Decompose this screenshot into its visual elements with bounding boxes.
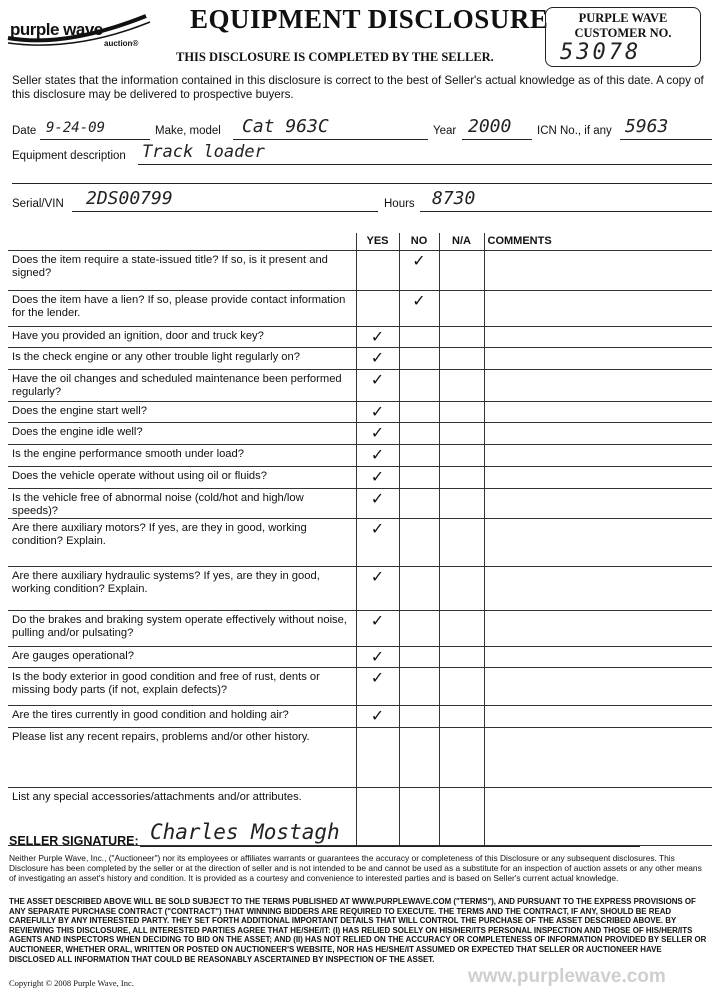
no-checkbox-cell[interactable]: [399, 705, 439, 727]
comments-cell[interactable]: [484, 610, 712, 646]
date-label: Date: [12, 125, 37, 137]
page-title: EQUIPMENT DISCLOSURE: [190, 4, 549, 34]
hours-underline: [420, 211, 712, 212]
watermark-text: www.purplewave.com: [468, 966, 666, 987]
question-text: Does the engine start well?: [8, 401, 356, 422]
comments-cell[interactable]: [484, 369, 712, 401]
make-model-underline: [233, 139, 428, 140]
question-text: Does the vehicle operate without using oil or fluids?: [8, 466, 356, 488]
make-model-label: Make, model: [155, 125, 221, 137]
logo-text: purple wave: [10, 20, 103, 39]
comments-cell[interactable]: [484, 466, 712, 488]
yes-checkbox-cell[interactable]: [356, 667, 399, 705]
check-mark: ✓: [412, 252, 426, 270]
question-text: List any special accessories/attachments and/or attributes.: [8, 787, 356, 845]
comments-cell[interactable]: [484, 646, 712, 667]
icn-underline: [620, 139, 712, 140]
no-checkbox-cell[interactable]: [399, 667, 439, 705]
table-header-row: [8, 233, 712, 250]
yes-checkbox-cell[interactable]: [356, 727, 399, 787]
na-checkbox-cell[interactable]: [439, 488, 484, 518]
na-checkbox-cell[interactable]: [439, 347, 484, 369]
no-checkbox-cell[interactable]: [399, 646, 439, 667]
na-checkbox-cell[interactable]: [439, 705, 484, 727]
check-mark: ✓: [370, 403, 385, 421]
no-checkbox-cell[interactable]: [399, 444, 439, 466]
yes-checkbox-cell[interactable]: [356, 401, 399, 422]
table-row: [8, 347, 712, 369]
customer-box-line2: CUSTOMER NO.: [574, 26, 672, 40]
comments-cell[interactable]: [484, 401, 712, 422]
check-mark: ✓: [370, 371, 385, 389]
icn-field[interactable]: 5963: [625, 116, 669, 137]
check-mark: ✓: [370, 669, 385, 687]
terms-text: THE ASSET DESCRIBED ABOVE WILL BE SOLD SUBJECT TO THE TERMS PUBLISHED AT WWW.PURPLEWAVE.COM ("TERMS"), AND PURSUANT TO THE EXPRESS PROVISIONS OF ANY SEPARATE PURCHASE CONTRACT ("CONTRACT") THAT WINNING BIDDERS ARE REQUIRED TO EXECUTE. THE TERMS AND THE CONTRACT, IF ANY, SHOULD BE READ CAREFULLY BY ANY INTERESTED PARTY. THEY SET FORTH ADDITIONAL IMPORTANT DETAILS THAT WILL CONTROL THE PURCHASE OF THE ASSET DESCRIBED ABOVE. BY REVIEWING THIS DISCLOSURE, ALL INTERESTED PARTIES AGREE THAT HE/SHE/IT: (I) HAS RELIED SOLELY ON HIS/HER/ITS PERSONAL INSPECTION AND THOSE OF HIS/HER/ITS AGENTS AND INSPECTORS WHEN DECIDING TO BID ON THE ASSET; AND (II) HAS NOT RELIED ON THE ACCURACY OR COMPLETENESS OF INFORMATION PROVIDED BY SELLER OR AUCTIONEER, WHETHER ORAL, WRITTEN OR POSTED ON AUCTIONEER'S WEBSITE, NOR HAS HE/SHE/IT ASSUMED OR EXPECTED THAT SELLER OR AUCTIONEER HAVE DISCLOSED ALL INFORMATION THAT COULD BE REASONABLY ASCERTAINED BY INSPECTION OF THE ASSET.: [9, 897, 707, 964]
yes-checkbox-cell[interactable]: [356, 369, 399, 401]
na-checkbox-cell[interactable]: [439, 646, 484, 667]
check-mark: ✓: [370, 612, 385, 630]
table-row: [8, 422, 712, 444]
na-checkbox-cell[interactable]: [439, 610, 484, 646]
na-checkbox-cell[interactable]: [439, 787, 484, 845]
year-field[interactable]: 2000: [468, 116, 512, 137]
question-text: Do the brakes and braking system operate effectively without noise, pulling and/or pulsating?: [8, 610, 356, 646]
check-mark: ✓: [370, 520, 385, 538]
year-label: Year: [433, 125, 457, 137]
make-model-field[interactable]: Cat 963C: [242, 116, 329, 137]
yes-header: YES: [356, 233, 399, 250]
table-row: [8, 369, 712, 401]
question-text: Is the body exterior in good condition and free of rust, dents or missing body parts (if not, explain defects)?: [8, 667, 356, 705]
comments-cell[interactable]: [484, 727, 712, 787]
signature-underline: [140, 846, 640, 847]
no-checkbox-cell[interactable]: [399, 250, 439, 290]
comments-cell[interactable]: [484, 326, 712, 347]
table-row: [8, 705, 712, 727]
no-checkbox-cell[interactable]: [399, 787, 439, 845]
year-underline: [462, 139, 532, 140]
question-text: Does the item have a lien? If so, please provide contact information for the lender.: [8, 290, 356, 326]
table-row: [8, 326, 712, 347]
na-header: N/A: [439, 233, 484, 250]
check-mark: ✓: [370, 468, 385, 486]
comments-cell[interactable]: [484, 422, 712, 444]
na-checkbox-cell[interactable]: [439, 518, 484, 566]
question-text: Are there auxiliary hydraulic systems? If yes, are they in good, working condition? Explain.: [8, 566, 356, 610]
table-row: [8, 250, 712, 290]
equipment-description-label: Equipment description: [12, 150, 126, 162]
no-header: NO: [399, 233, 439, 250]
comments-cell[interactable]: [484, 250, 712, 290]
yes-checkbox-cell[interactable]: [356, 566, 399, 610]
yes-checkbox-cell[interactable]: [356, 488, 399, 518]
no-checkbox-cell[interactable]: [399, 488, 439, 518]
no-checkbox-cell[interactable]: [399, 326, 439, 347]
disclaimer-text: Neither Purple Wave, Inc., ("Auctioneer") nor its employees or affiliates warrants or guarantees the accuracy or completeness of this Disclosure or any subsequent disclosures. This Disclosure has been completed by the seller or at the direction of seller and is not intended to be and cannot be used as a substitute for an inspection of auction assets or any other means of investigating an asset's history and condition. It is provided as a courtesy and convenience to interested parties and is based on Seller's current actual knowledge.: [9, 853, 702, 884]
no-checkbox-cell[interactable]: [399, 727, 439, 787]
table-row: [8, 466, 712, 488]
check-mark: ✓: [412, 292, 426, 310]
question-text: Are gauges operational?: [8, 646, 356, 667]
yes-checkbox-cell[interactable]: [356, 250, 399, 290]
comments-header: COMMENTS: [484, 233, 712, 250]
date-underline: [40, 139, 150, 140]
table-row: [8, 290, 712, 326]
hours-label: Hours: [384, 198, 415, 210]
comments-cell[interactable]: [484, 347, 712, 369]
table-row: [8, 566, 712, 610]
yes-checkbox-cell[interactable]: [356, 347, 399, 369]
comments-cell[interactable]: [484, 518, 712, 566]
na-checkbox-cell[interactable]: [439, 422, 484, 444]
logo-subtext: auction®: [104, 39, 139, 48]
table-row: [8, 518, 712, 566]
equipment-description-field[interactable]: Track loader: [142, 142, 265, 162]
na-checkbox-cell[interactable]: [439, 290, 484, 326]
table-row: [8, 646, 712, 667]
check-mark: ✓: [370, 707, 385, 725]
na-checkbox-cell[interactable]: [439, 566, 484, 610]
intro-text: Seller states that the information contained in this disclosure is correct to the best of Seller's actual knowledge as of this date. A copy of this disclosure may be delivered to prospective buyers.: [12, 74, 704, 101]
na-checkbox-cell[interactable]: [439, 369, 484, 401]
yes-checkbox-cell[interactable]: [356, 518, 399, 566]
comments-cell[interactable]: [484, 705, 712, 727]
comments-cell[interactable]: [484, 290, 712, 326]
check-mark: ✓: [370, 490, 385, 508]
comments-cell[interactable]: [484, 787, 712, 845]
check-mark: ✓: [370, 349, 385, 367]
table-row: [8, 488, 712, 518]
question-text: Are there auxiliary motors? If yes, are they in good, working condition? Explain.: [8, 518, 356, 566]
question-text: Is the vehicle free of abnormal noise (cold/hot and high/low speeds)?: [8, 488, 356, 518]
question-text: Is the check engine or any other trouble light regularly on?: [8, 347, 356, 369]
disclosure-table: [8, 233, 712, 846]
no-checkbox-cell[interactable]: [399, 401, 439, 422]
seller-signature[interactable]: Charles Mostagh: [150, 820, 340, 844]
yes-checkbox-cell[interactable]: [356, 610, 399, 646]
na-checkbox-cell[interactable]: [439, 727, 484, 787]
yes-checkbox-cell[interactable]: [356, 444, 399, 466]
check-mark: ✓: [370, 424, 385, 442]
question-header: [8, 233, 356, 250]
yes-checkbox-cell[interactable]: [356, 646, 399, 667]
comments-cell[interactable]: [484, 444, 712, 466]
table-row: [8, 667, 712, 705]
question-text: Does the engine idle well?: [8, 422, 356, 444]
question-text: Are the tires currently in good condition and holding air?: [8, 705, 356, 727]
no-checkbox-cell[interactable]: [399, 466, 439, 488]
table-row: [8, 444, 712, 466]
yes-checkbox-cell[interactable]: [356, 326, 399, 347]
no-checkbox-cell[interactable]: [399, 518, 439, 566]
yes-checkbox-cell[interactable]: [356, 705, 399, 727]
serial-label: Serial/VIN: [12, 198, 64, 210]
check-mark: ✓: [370, 648, 385, 666]
yes-checkbox-cell[interactable]: [356, 466, 399, 488]
question-text: Is the engine performance smooth under load?: [8, 444, 356, 466]
question-text: Does the item require a state-issued title? If so, is it present and signed?: [8, 250, 356, 290]
table-row: [8, 610, 712, 646]
comments-cell[interactable]: [484, 667, 712, 705]
no-checkbox-cell[interactable]: [399, 347, 439, 369]
no-checkbox-cell[interactable]: [399, 290, 439, 326]
check-mark: ✓: [370, 328, 385, 346]
check-mark: ✓: [370, 446, 385, 464]
table-row: [8, 727, 712, 787]
equipment-description-underline: [138, 164, 712, 165]
customer-box-line1: PURPLE WAVE: [578, 11, 668, 25]
yes-checkbox-cell[interactable]: [356, 290, 399, 326]
yes-checkbox-cell[interactable]: [356, 422, 399, 444]
na-checkbox-cell[interactable]: [439, 250, 484, 290]
na-checkbox-cell[interactable]: [439, 466, 484, 488]
question-text: Have the oil changes and scheduled maintenance been performed regularly?: [8, 369, 356, 401]
na-checkbox-cell[interactable]: [439, 326, 484, 347]
question-text: Please list any recent repairs, problems and/or other history.: [8, 727, 356, 787]
customer-number-value: 53078: [560, 40, 642, 65]
serial-field[interactable]: 2DS00799: [86, 188, 173, 209]
no-checkbox-cell[interactable]: [399, 566, 439, 610]
check-mark: ✓: [370, 568, 385, 586]
table-row: [8, 401, 712, 422]
yes-checkbox-cell[interactable]: [356, 787, 399, 845]
date-field[interactable]: 9-24-09: [46, 120, 106, 136]
blank-line: [12, 183, 712, 184]
na-checkbox-cell[interactable]: [439, 667, 484, 705]
question-text: Have you provided an ignition, door and truck key?: [8, 326, 356, 347]
na-checkbox-cell[interactable]: [439, 401, 484, 422]
page-subtitle: THIS DISCLOSURE IS COMPLETED BY THE SELLER.: [176, 50, 494, 64]
seller-signature-label: SELLER SIGNATURE:: [9, 834, 139, 848]
na-checkbox-cell[interactable]: [439, 444, 484, 466]
comments-cell[interactable]: [484, 488, 712, 518]
comments-cell[interactable]: [484, 566, 712, 610]
no-checkbox-cell[interactable]: [399, 422, 439, 444]
no-checkbox-cell[interactable]: [399, 369, 439, 401]
serial-underline: [72, 211, 378, 212]
icn-label: ICN No., if any: [537, 125, 612, 137]
hours-field[interactable]: 8730: [432, 188, 476, 209]
copyright-text: Copyright © 2008 Purple Wave, Inc.: [9, 978, 134, 988]
no-checkbox-cell[interactable]: [399, 610, 439, 646]
